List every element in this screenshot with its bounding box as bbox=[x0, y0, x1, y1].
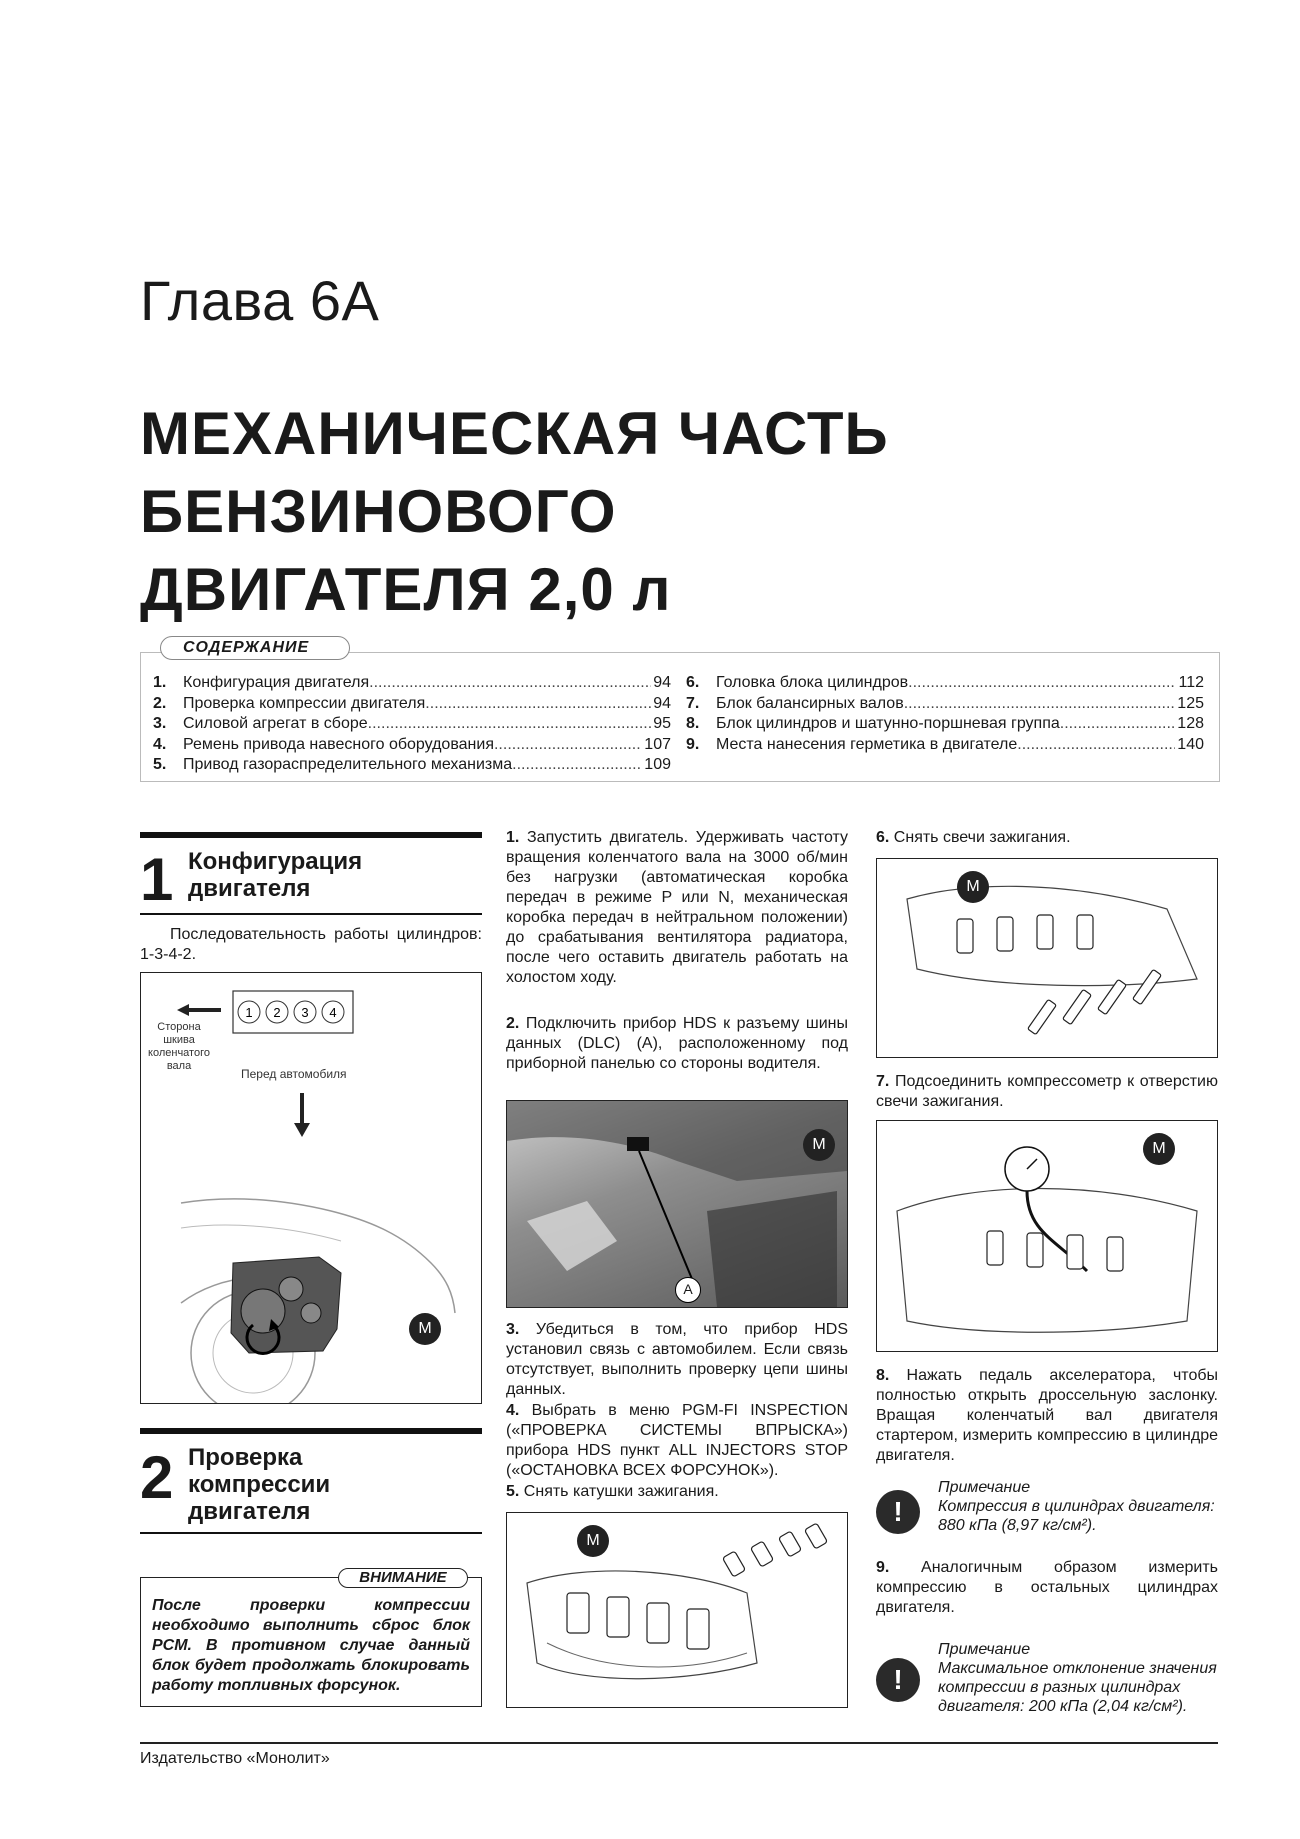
toc-item[interactable] bbox=[686, 714, 1204, 735]
step-9 bbox=[876, 1558, 1218, 1618]
toc-num: 8. bbox=[686, 715, 700, 732]
toc-num: 4. bbox=[153, 735, 167, 753]
toc-num: 5. bbox=[153, 756, 167, 773]
plug-well bbox=[1077, 915, 1093, 949]
section2-title-line: Проверка bbox=[188, 1444, 303, 1471]
monolit-logo-icon: M bbox=[1143, 1133, 1175, 1165]
coil-removed bbox=[778, 1531, 801, 1557]
section1-title-line: Конфигурация bbox=[188, 848, 363, 875]
monolit-logo-icon: M bbox=[957, 871, 989, 903]
compression-gauge-figure bbox=[876, 1120, 1218, 1352]
toc-page: 140 bbox=[1177, 735, 1204, 753]
pedal-shape bbox=[527, 1201, 617, 1271]
toc-text: Конфигурация двигателя bbox=[183, 674, 370, 691]
note-2 bbox=[876, 1640, 1216, 1720]
pulley-small bbox=[279, 1277, 303, 1301]
toc-item[interactable] bbox=[153, 673, 671, 694]
pulley-small bbox=[301, 1303, 321, 1323]
toc-item[interactable] bbox=[686, 735, 1204, 756]
dlc-connector bbox=[627, 1137, 649, 1151]
step-number: 3. bbox=[506, 1321, 520, 1338]
step-number: 7. bbox=[876, 1073, 890, 1090]
step-8 bbox=[876, 1366, 1218, 1466]
step-text: Подключить прибор HDS к разъему шины данных (DLC) (А), расположенному под приборной панелью со стороны водителя. bbox=[506, 1015, 848, 1072]
spark-plug bbox=[1133, 969, 1162, 1004]
step-number: 6. bbox=[876, 829, 890, 846]
section1-title bbox=[188, 848, 362, 902]
spark-plugs-figure bbox=[876, 858, 1218, 1058]
step-text: Выбрать в меню PGM-FI INSPECTION («ПРОВЕРКА СИСТЕМЫ ВПРЫСКА») прибора HDS пункт ALL INJECTORS STOP («ОСТАНОВКА ВСЕХ ФОРСУНОК»). bbox=[506, 1402, 848, 1479]
toc-item[interactable] bbox=[153, 714, 671, 735]
plug-well bbox=[997, 917, 1013, 951]
plug-well bbox=[957, 919, 973, 953]
warning-text: После проверки компрессии необходимо выполнить сброс блок PCM. В противном случае данный блок будет продолжать блокировать работу топливных форсунок. bbox=[152, 1597, 470, 1694]
engine-outline bbox=[897, 1189, 1197, 1333]
callout-a: A bbox=[675, 1277, 701, 1303]
toc-num: 7. bbox=[686, 694, 700, 712]
section1-title-line: двигателя bbox=[188, 875, 311, 902]
section1-bottom-rule bbox=[140, 913, 482, 915]
toc-page: 95 bbox=[653, 715, 671, 732]
plug-well bbox=[1027, 1233, 1043, 1267]
monolit-logo-icon: M bbox=[409, 1313, 441, 1345]
ignition-coils-figure bbox=[506, 1512, 848, 1708]
toc-text: Места нанесения герметика в двигателе bbox=[716, 735, 1018, 753]
toc-text: Проверка компрессии двигателя bbox=[183, 694, 426, 712]
step-number: 9. bbox=[876, 1559, 890, 1576]
title-line-2: БЕНЗИНОВОГО bbox=[140, 478, 617, 545]
step-number: 1. bbox=[506, 829, 520, 846]
toc-page: 128 bbox=[1177, 715, 1204, 732]
note-1-label: Примечание bbox=[938, 1479, 1031, 1496]
cylinder-label: 1 bbox=[245, 1005, 253, 1020]
section2-title-line: двигателя bbox=[188, 1498, 311, 1525]
step-text: Убедиться в том, что прибор HDS установил связь с автомобилем. Если связь отсутствует, выполнить проверку цепи шины данных. bbox=[506, 1321, 848, 1398]
toc-text: Головка блока цилиндров bbox=[716, 674, 909, 691]
toc-item[interactable] bbox=[686, 673, 1204, 694]
ignition-coils-illustration bbox=[507, 1513, 847, 1707]
toc-num: 9. bbox=[686, 735, 700, 753]
door-panel-shape bbox=[707, 1191, 837, 1307]
section2-title bbox=[188, 1444, 330, 1525]
toc-left-column bbox=[153, 673, 671, 776]
plug-well bbox=[1037, 915, 1053, 949]
toc-right-column bbox=[686, 673, 1204, 755]
arrow-down-icon bbox=[294, 1093, 310, 1137]
plug-well bbox=[1107, 1237, 1123, 1271]
crank-side-label: Сторона шкива коленчатого вала bbox=[148, 1021, 210, 1072]
warning-label: ВНИМАНИЕ bbox=[338, 1568, 468, 1588]
dashboard-shape bbox=[507, 1101, 847, 1181]
cylinder-label: 3 bbox=[301, 1005, 309, 1020]
coil-3 bbox=[647, 1603, 669, 1643]
toc-page: 125 bbox=[1177, 694, 1204, 712]
dlc-photo-illustration bbox=[507, 1101, 847, 1307]
arrow-left-icon bbox=[177, 1004, 221, 1016]
spark-plug bbox=[1028, 999, 1057, 1034]
step-text: Снять катушки зажигания. bbox=[523, 1483, 719, 1500]
step-number: 2. bbox=[506, 1015, 520, 1032]
title-line-3: ДВИГАТЕЛЯ 2,0 л bbox=[140, 556, 672, 623]
front-of-vehicle-label: Перед автомобиля bbox=[241, 1067, 347, 1081]
coil-removed bbox=[722, 1551, 745, 1577]
step-7 bbox=[876, 1072, 1218, 1112]
step-2 bbox=[506, 1014, 848, 1074]
monolit-logo-icon: M bbox=[803, 1129, 835, 1161]
toc-item[interactable] bbox=[686, 694, 1204, 715]
step-number: 5. bbox=[506, 1483, 520, 1500]
section2-bottom-rule bbox=[140, 1532, 482, 1534]
section2-number: 2 bbox=[140, 1444, 174, 1511]
spark-plug bbox=[1063, 989, 1092, 1024]
toc-label: СОДЕРЖАНИЕ bbox=[160, 636, 350, 660]
note-1 bbox=[876, 1478, 1216, 1542]
toc-num: 6. bbox=[686, 674, 700, 691]
step-5 bbox=[506, 1482, 848, 1502]
plug-well bbox=[987, 1231, 1003, 1265]
note-icon: ! bbox=[876, 1490, 920, 1534]
toc-page: 94 bbox=[653, 694, 671, 712]
coil-removed bbox=[804, 1523, 827, 1549]
toc-num: 2. bbox=[153, 694, 167, 712]
toc-page: 112 bbox=[1178, 674, 1204, 691]
chapter-label: Глава 6А bbox=[140, 269, 380, 332]
note-icon: ! bbox=[876, 1658, 920, 1702]
toc-num: 1. bbox=[153, 674, 167, 691]
spark-plugs-illustration bbox=[877, 859, 1217, 1057]
note-1-text: Компрессия в цилиндрах двигателя: 880 кПа (8,97 кг/см²). bbox=[938, 1498, 1215, 1534]
toc-box bbox=[140, 652, 1220, 782]
section2-title-line: компрессии bbox=[188, 1471, 331, 1498]
toc-num: 3. bbox=[153, 715, 167, 732]
toc-text: Силовой агрегат в сборе bbox=[183, 715, 368, 732]
toc-item[interactable] bbox=[153, 755, 671, 776]
plug-well bbox=[1067, 1235, 1083, 1269]
toc-text: Блок цилиндров и шатунно-поршневая группа bbox=[716, 715, 1060, 732]
section2-top-rule bbox=[140, 1428, 482, 1434]
publisher-footer: Издательство «Монолит» bbox=[140, 1750, 330, 1767]
section1-number: 1 bbox=[140, 846, 174, 913]
note-2-label: Примечание bbox=[938, 1641, 1031, 1658]
cylinder-label: 2 bbox=[273, 1005, 281, 1020]
step-text: Аналогичным образом измерить компрессию в остальных цилиндрах двигателя. bbox=[876, 1559, 1219, 1616]
wiring-harness bbox=[547, 1643, 747, 1667]
step-number: 8. bbox=[876, 1367, 890, 1384]
toc-text: Блок балансирных валов bbox=[716, 694, 904, 712]
cylinder-label: 4 bbox=[329, 1005, 337, 1020]
title-line-1: МЕХАНИЧЕСКАЯ ЧАСТЬ bbox=[140, 400, 889, 467]
toc-page: 109 bbox=[644, 756, 671, 773]
coil-2 bbox=[607, 1597, 629, 1637]
step-text: Запустить двигатель. Удерживать частоту вращения коленчатого вала на 3000 об/мин без нагрузки (автоматическая коробка передач в режиме P или N, механическая коробка передач в нейтральном положении) до срабатывания вентилятора радиатора, после чего оставить двигатель работать на холостом ходу. bbox=[506, 829, 849, 986]
step-1 bbox=[506, 828, 848, 988]
step-text: Подсоединить компрессометр к отверстию свечи зажигания. bbox=[876, 1073, 1218, 1110]
pointer-line bbox=[639, 1151, 697, 1291]
toc-item[interactable] bbox=[153, 694, 671, 715]
step-text: Снять свечи зажигания. bbox=[893, 829, 1071, 846]
step-3 bbox=[506, 1320, 848, 1400]
toc-item[interactable] bbox=[153, 735, 671, 756]
dlc-connector-photo bbox=[506, 1100, 848, 1308]
toc-text: Привод газораспределительного механизма bbox=[183, 756, 513, 773]
toc-page: 94 bbox=[653, 674, 671, 691]
coil-removed bbox=[750, 1541, 773, 1567]
monolit-logo-icon: M bbox=[577, 1525, 609, 1557]
step-text: Нажать педаль акселератора, чтобы полностью открыть дроссельную заслонку. Вращая коленчатый вал двигателя стартером, измерить компрессию в цилиндре двигателя. bbox=[876, 1367, 1219, 1464]
toc-page: 107 bbox=[644, 735, 671, 753]
step-6 bbox=[876, 828, 1218, 848]
engine-config-figure bbox=[140, 972, 482, 1404]
section1-top-rule bbox=[140, 832, 482, 838]
coil-4 bbox=[687, 1609, 709, 1649]
footer-rule bbox=[140, 1742, 1218, 1744]
step-number: 4. bbox=[506, 1402, 520, 1419]
car-body-line bbox=[181, 1225, 341, 1241]
page-title bbox=[140, 395, 889, 629]
cylinder-head-outline bbox=[527, 1571, 757, 1679]
note-2-text: Максимальное отклонение значения компрессии в разных цилиндрах двигателя: 200 кПа (2,04 кг/см²). bbox=[938, 1660, 1217, 1715]
toc-text: Ремень привода навесного оборудования bbox=[183, 735, 494, 753]
firing-order-text: Последовательность работы цилиндров: 1-3-4-2. bbox=[140, 926, 482, 963]
step-4 bbox=[506, 1401, 848, 1481]
coil-1 bbox=[567, 1593, 589, 1633]
